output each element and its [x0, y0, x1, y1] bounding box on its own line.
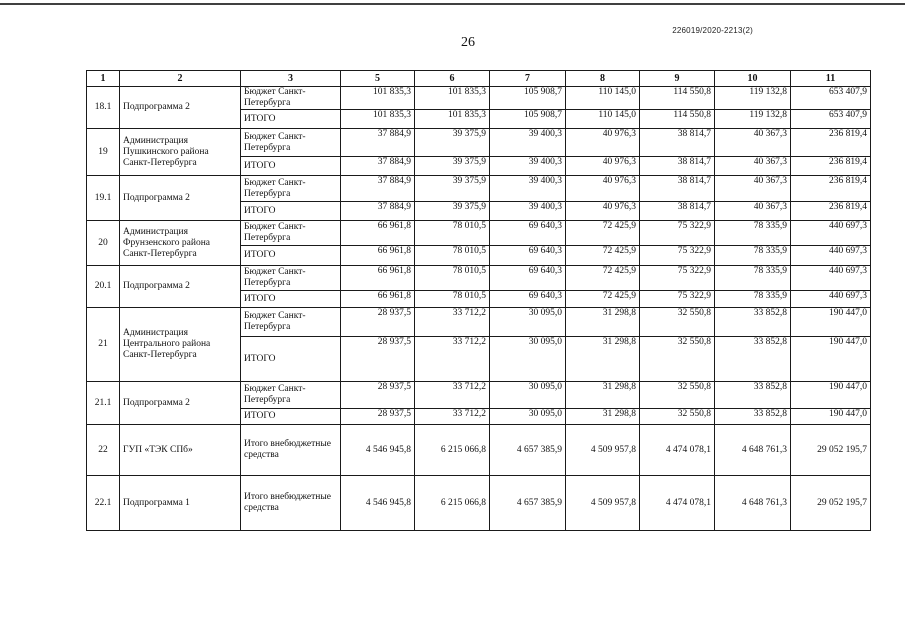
value-cell: 119 132,8 [715, 87, 791, 110]
value-cell: 101 835,3 [341, 110, 415, 129]
row-code: 22 [87, 425, 120, 476]
value-cell: 33 852,8 [715, 337, 791, 382]
value-cell: 78 010,5 [415, 266, 490, 291]
row-name: Подпрограмма 2 [120, 266, 241, 308]
value-cell: 28 937,5 [341, 308, 415, 337]
row-code: 20.1 [87, 266, 120, 308]
value-cell: 31 298,8 [566, 337, 640, 382]
value-cell: 39 375,9 [415, 129, 490, 157]
value-cell: 105 908,7 [490, 110, 566, 129]
funding-source: Бюджет Санкт-Петербурга [241, 87, 341, 110]
funding-source: Итого внебюджетные средства [241, 476, 341, 531]
value-cell: 105 908,7 [490, 87, 566, 110]
row-name: Подпрограмма 1 [120, 476, 241, 531]
column-header: 10 [715, 71, 791, 87]
value-cell: 39 375,9 [415, 202, 490, 221]
funding-source: Бюджет Санкт-Петербурга [241, 129, 341, 157]
value-cell: 236 819,4 [791, 157, 871, 176]
funding-source: ИТОГО [241, 337, 341, 382]
value-cell: 101 835,3 [341, 87, 415, 110]
value-cell: 78 010,5 [415, 246, 490, 266]
value-cell: 72 425,9 [566, 221, 640, 246]
value-cell: 37 884,9 [341, 176, 415, 202]
value-cell: 440 697,3 [791, 266, 871, 291]
value-cell: 32 550,8 [640, 382, 715, 409]
value-cell: 28 937,5 [341, 409, 415, 425]
row-name: ГУП «ТЭК СПб» [120, 425, 241, 476]
value-cell: 28 937,5 [341, 382, 415, 409]
table-row [87, 266, 871, 291]
value-cell: 66 961,8 [341, 246, 415, 266]
value-cell: 39 375,9 [415, 157, 490, 176]
value-cell: 38 814,7 [640, 157, 715, 176]
value-cell: 110 145,0 [566, 110, 640, 129]
value-cell: 37 884,9 [341, 202, 415, 221]
table-row [87, 221, 871, 246]
value-cell: 30 095,0 [490, 337, 566, 382]
value-cell: 440 697,3 [791, 246, 871, 266]
table-row [87, 176, 871, 202]
value-cell: 4 509 957,8 [566, 425, 640, 476]
column-header: 6 [415, 71, 490, 87]
value-cell: 440 697,3 [791, 221, 871, 246]
value-cell: 38 814,7 [640, 176, 715, 202]
value-cell: 75 322,9 [640, 291, 715, 308]
funding-source: ИТОГО [241, 202, 341, 221]
value-cell: 32 550,8 [640, 409, 715, 425]
value-cell: 30 095,0 [490, 382, 566, 409]
value-cell: 4 474 078,1 [640, 425, 715, 476]
value-cell: 40 367,3 [715, 202, 791, 221]
value-cell: 31 298,8 [566, 308, 640, 337]
value-cell: 78 335,9 [715, 266, 791, 291]
row-name: Подпрограмма 2 [120, 382, 241, 425]
value-cell: 72 425,9 [566, 246, 640, 266]
value-cell: 33 712,2 [415, 308, 490, 337]
value-cell: 75 322,9 [640, 221, 715, 246]
row-code: 19 [87, 129, 120, 176]
value-cell: 33 852,8 [715, 308, 791, 337]
value-cell: 31 298,8 [566, 409, 640, 425]
table-row [87, 382, 871, 409]
value-cell: 653 407,9 [791, 87, 871, 110]
scan-top-edge-line [0, 3, 905, 5]
value-cell: 190 447,0 [791, 409, 871, 425]
budget-table [86, 70, 871, 531]
value-cell: 78 010,5 [415, 291, 490, 308]
value-cell: 4 648 761,3 [715, 425, 791, 476]
column-number-row [87, 71, 871, 87]
value-cell: 190 447,0 [791, 308, 871, 337]
value-cell: 75 322,9 [640, 266, 715, 291]
column-header: 8 [566, 71, 640, 87]
row-name: Администрация Центрального района Санкт-Петербурга [120, 308, 241, 382]
column-header: 7 [490, 71, 566, 87]
value-cell: 4 474 078,1 [640, 476, 715, 531]
value-cell: 32 550,8 [640, 308, 715, 337]
value-cell: 40 367,3 [715, 129, 791, 157]
value-cell: 236 819,4 [791, 176, 871, 202]
value-cell: 101 835,3 [415, 110, 490, 129]
value-cell: 40 976,3 [566, 202, 640, 221]
value-cell: 33 712,2 [415, 409, 490, 425]
value-cell: 39 375,9 [415, 176, 490, 202]
value-cell: 78 010,5 [415, 221, 490, 246]
funding-source: Бюджет Санкт-Петербурга [241, 176, 341, 202]
value-cell: 69 640,3 [490, 291, 566, 308]
value-cell: 4 546 945,8 [341, 476, 415, 531]
value-cell: 66 961,8 [341, 221, 415, 246]
value-cell: 6 215 066,8 [415, 425, 490, 476]
value-cell: 4 657 385,9 [490, 425, 566, 476]
funding-source: Бюджет Санкт-Петербурга [241, 382, 341, 409]
value-cell: 40 976,3 [566, 129, 640, 157]
funding-source: Бюджет Санкт-Петербурга [241, 308, 341, 337]
value-cell: 4 648 761,3 [715, 476, 791, 531]
table-row [87, 87, 871, 110]
row-name: Администрация Пушкинского района Санкт-Петербурга [120, 129, 241, 176]
value-cell: 40 367,3 [715, 157, 791, 176]
value-cell: 33 712,2 [415, 337, 490, 382]
document-number: 226019/2020-2213(2) [672, 26, 753, 35]
funding-source: ИТОГО [241, 110, 341, 129]
value-cell: 653 407,9 [791, 110, 871, 129]
page-number: 26 [461, 35, 475, 50]
row-code: 21.1 [87, 382, 120, 425]
column-header: 1 [87, 71, 120, 87]
value-cell: 110 145,0 [566, 87, 640, 110]
value-cell: 4 509 957,8 [566, 476, 640, 531]
value-cell: 33 852,8 [715, 382, 791, 409]
value-cell: 78 335,9 [715, 291, 791, 308]
value-cell: 30 095,0 [490, 308, 566, 337]
value-cell: 114 550,8 [640, 87, 715, 110]
value-cell: 40 976,3 [566, 157, 640, 176]
column-header: 3 [241, 71, 341, 87]
value-cell: 37 884,9 [341, 129, 415, 157]
row-code: 21 [87, 308, 120, 382]
value-cell: 38 814,7 [640, 202, 715, 221]
value-cell: 114 550,8 [640, 110, 715, 129]
column-header: 2 [120, 71, 241, 87]
value-cell: 39 400,3 [490, 129, 566, 157]
row-code: 22.1 [87, 476, 120, 531]
value-cell: 4 546 945,8 [341, 425, 415, 476]
row-name: Администрация Фрунзенского района Санкт-Петербурга [120, 221, 241, 266]
column-header: 11 [791, 71, 871, 87]
value-cell: 101 835,3 [415, 87, 490, 110]
table-row [87, 308, 871, 337]
column-header: 5 [341, 71, 415, 87]
value-cell: 30 095,0 [490, 409, 566, 425]
value-cell: 119 132,8 [715, 110, 791, 129]
value-cell: 72 425,9 [566, 291, 640, 308]
value-cell: 69 640,3 [490, 221, 566, 246]
value-cell: 78 335,9 [715, 221, 791, 246]
value-cell: 39 400,3 [490, 176, 566, 202]
row-code: 20 [87, 221, 120, 266]
value-cell: 75 322,9 [640, 246, 715, 266]
value-cell: 39 400,3 [490, 202, 566, 221]
value-cell: 29 052 195,7 [791, 476, 871, 531]
value-cell: 190 447,0 [791, 382, 871, 409]
table-row [87, 476, 871, 531]
value-cell: 40 976,3 [566, 176, 640, 202]
funding-source: Итого внебюджетные средства [241, 425, 341, 476]
value-cell: 29 052 195,7 [791, 425, 871, 476]
value-cell: 38 814,7 [640, 129, 715, 157]
value-cell: 440 697,3 [791, 291, 871, 308]
table-row [87, 425, 871, 476]
value-cell: 28 937,5 [341, 337, 415, 382]
column-header: 9 [640, 71, 715, 87]
table-row [87, 129, 871, 157]
funding-source: ИТОГО [241, 291, 341, 308]
value-cell: 236 819,4 [791, 202, 871, 221]
value-cell: 66 961,8 [341, 266, 415, 291]
funding-source: ИТОГО [241, 157, 341, 176]
value-cell: 33 852,8 [715, 409, 791, 425]
value-cell: 72 425,9 [566, 266, 640, 291]
value-cell: 66 961,8 [341, 291, 415, 308]
value-cell: 39 400,3 [490, 157, 566, 176]
row-name: Подпрограмма 2 [120, 87, 241, 129]
row-code: 18.1 [87, 87, 120, 129]
value-cell: 31 298,8 [566, 382, 640, 409]
funding-source: Бюджет Санкт-Петербурга [241, 221, 341, 246]
value-cell: 236 819,4 [791, 129, 871, 157]
funding-source: ИТОГО [241, 409, 341, 425]
value-cell: 69 640,3 [490, 266, 566, 291]
row-code: 19.1 [87, 176, 120, 221]
value-cell: 4 657 385,9 [490, 476, 566, 531]
value-cell: 69 640,3 [490, 246, 566, 266]
value-cell: 78 335,9 [715, 246, 791, 266]
row-name: Подпрограмма 2 [120, 176, 241, 221]
value-cell: 190 447,0 [791, 337, 871, 382]
value-cell: 32 550,8 [640, 337, 715, 382]
funding-source: Бюджет Санкт-Петербурга [241, 266, 341, 291]
value-cell: 33 712,2 [415, 382, 490, 409]
value-cell: 37 884,9 [341, 157, 415, 176]
funding-source: ИТОГО [241, 246, 341, 266]
value-cell: 40 367,3 [715, 176, 791, 202]
value-cell: 6 215 066,8 [415, 476, 490, 531]
